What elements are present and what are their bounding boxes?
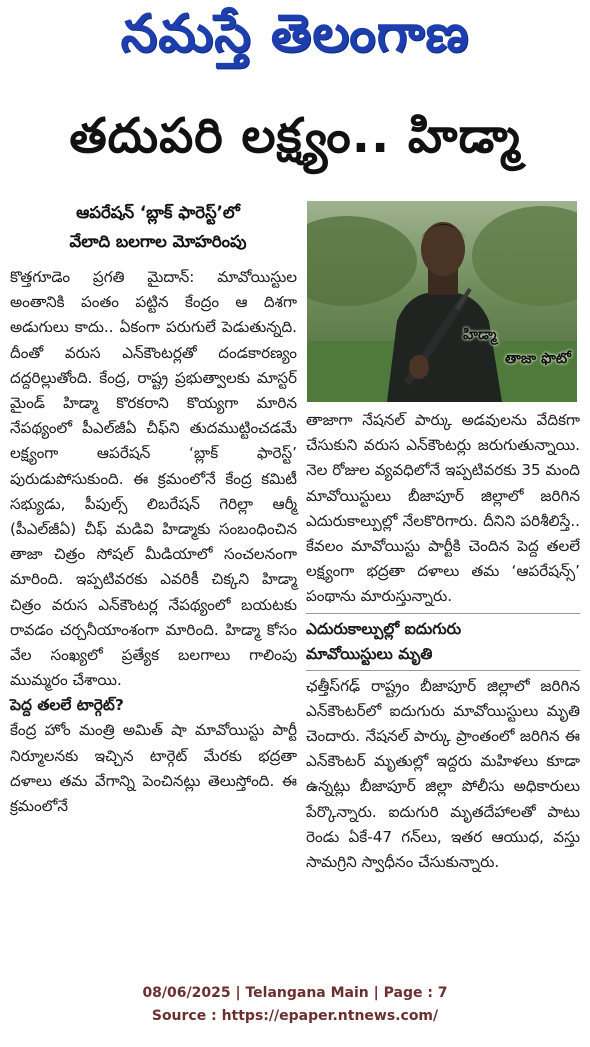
right-paragraph-1: తాజాగా నేషనల్ పార్కు అడవులను వేదికగా చేసుకుని వరుస ఎన్‌కౌంటర్లు జరుగుతున్నాయి. నెల రోజుల వ్యవధిలోనే ఇప్పటివరకు 35 మంది మావోయిస్టులు బీజాపూర్ జిల్లాలో జరిగిన ఎదురుకాల్పుల్లో నేలకొరిగారు. దీనిని పరిశీలిస్తే.. కేవలం మావోయిస్టు పార్టీకి చెందిన పెద్ద తలలే లక్ష్యంగా భద్రతా దళాలు తమ ‘ఆపరేషన్స్’ పంథాను మారుస్తున్నారు.	[306, 411, 580, 606]
right-paragraph-2: ఛత్తీస్‌గఢ్ రాష్ట్రం బీజాపూర్ జిల్లాలో జరిగిన ఎన్‌కౌంటర్‌లో ఐదుగురు మావోయిస్టులు మృతి చెందారు. నేషనల్ పార్కు ప్రాంతంలో జరిగిన ఈ ఎన్‌కౌంటర్ మృతుల్లో ఇద్దరు మహిళలు కూడా ఉన్నట్లు బీజాపూర్ జిల్లా పోలీసు అధికారులు పేర్కొన్నారు. ఐదుగురి మృతదేహాలతో పాటు రెండు ఏకే-47 గన్‌లు, ఇతర ఆయుధ, వస్తు సామగ్రిని స్వాధీనం చేసుకున్నారు.	[306, 676, 580, 872]
article-headline: తదుపరి లక్ష్యం.. హిడ్మా	[69, 108, 521, 164]
right-subhead-line-1: ఎదురుకాల్పుల్లో ఐదుగురు	[306, 619, 462, 638]
left-column	[10, 265, 297, 819]
article-deck	[22, 198, 294, 256]
left-paragraph-2: కేంద్ర హోం మంత్రి అమిత్ షా మావోయిస్టు పార్టీ నిర్మూలనకు ఇచ్చిన టార్గెట్ మేరకు భద్రతా దళాలు తమ వేగాన్ని పెంచినట్లు తెలుస్తోంది. ఈ క్రమంలోనే	[10, 721, 297, 816]
column-divider	[306, 613, 580, 614]
left-paragraph-1: కొత్తగూడెం ప్రగతి మైదాన్: మావోయిస్టుల అంతానికి పంతం పట్టిన కేంద్రం ఆ దిశగా అడుగులు కాదు.. ఏకంగా పరుగులే పెడుతున్నది. దీంతో వరుస ఎన్‌కౌంటర్లతో దండకారణ్యం దద్దరిల్లుతోంది. కేంద్ర, రాష్ట్ర ప్రభుత్వాలకు మాస్టర్ మైండ్ హిడ్మా కొరకరాని కొయ్యగా మారిన నేపథ్యంలో పీఎల్‌జీఏ చీఫ్‌ని తుదముట్టించడమే లక్ష్యంగా ఆపరేషన్ ‘బ్లాక్ ఫారెస్ట్’ పురుడుపోసుకుంది. ఈ క్రమంలోనే కేంద్ర కమిటీ సభ్యుడు, పీపుల్స్ లిబరేషన్ గెరిల్లా ఆర్మీ (పీఎల్‌జీఏ) చీఫ్ మడివి హిడ్మాకు సంబంధించిన తాజా చిత్రం సోషల్ మీడియాలో సంచలనంగా మారింది. ఇప్పటివరకు ఎవరికీ చిక్కని హిడ్మా చిత్రం వరుస ఎన్‌కౌంటర్ల నేపథ్యంలో బయటకు రావడం చర్చనీయాంశంగా మారింది. హిడ్మా కోసం వేల సంఖ్యలో ప్రత్యేక బలగాలు గాలింపు ముమ్మరం చేశాయి.	[10, 268, 297, 690]
deck-line-1: ఆపరేషన్ ‘బ్లాక్ ఫారెస్ట్’లో	[76, 203, 240, 222]
column-divider	[306, 670, 580, 671]
hidma-photo	[307, 201, 577, 402]
photo-caption-line-1: హిడ్మా	[463, 327, 497, 343]
right-subhead-line-2: మావోయిస్టులు మృతి	[306, 644, 433, 663]
photo-caption-line-2: తాజా ఫొటో	[505, 351, 571, 367]
photo-illustration	[307, 201, 577, 402]
deck-line-2: వేలాది బలగాల మోహరింపు	[69, 232, 247, 251]
left-subhead: పెద్ద తలలే టార్గెట్?	[10, 696, 124, 715]
right-column	[306, 408, 580, 875]
footer-date-line: 08/06/2025 | Telangana Main | Page : 7	[142, 985, 448, 1001]
footer-source-line: Source : https://epaper.ntnews.com/	[151, 1008, 439, 1024]
masthead-title: నమస్తే తెలంగాణ	[120, 3, 470, 64]
newspaper-masthead	[0, 0, 590, 80]
